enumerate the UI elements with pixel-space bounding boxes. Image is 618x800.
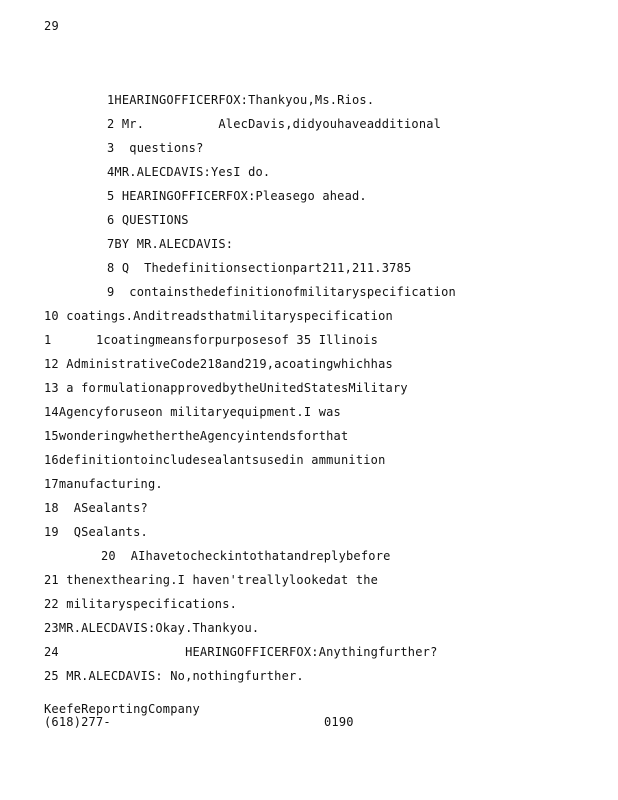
transcript-line: 7BY MR.ALECDAVIS: xyxy=(107,237,234,251)
transcript-line: 24 HEARINGOFFICERFOX:Anythingfurther? xyxy=(44,645,438,659)
transcript-line: 16definitiontoincludesealantsusedin ammunition xyxy=(44,453,386,467)
transcript-line: 8 Q Thedefinitionsectionpart211,211.3785 xyxy=(107,261,412,275)
transcript-line: 9 containsthedefinitionofmilitaryspecification xyxy=(107,285,456,299)
transcript-line: 2 Mr. AlecDavis,didyouhaveadditional xyxy=(107,117,442,131)
transcript-line: 22 militaryspecifications. xyxy=(44,597,238,611)
page-number: 29 xyxy=(44,19,60,33)
reporter-contact xyxy=(44,715,354,729)
transcript-line: 13 a formulationapprovedbytheUnitedStatesMilitary xyxy=(44,381,408,395)
reporter-phone-extension: 0190 xyxy=(324,715,354,729)
transcript-line: 15wonderingwhethertheAgencyintendsforthat xyxy=(44,429,349,443)
transcript-line: 1HEARINGOFFICERFOX:Thankyou,Ms.Rios. xyxy=(107,93,375,107)
transcript-line: 17manufacturing. xyxy=(44,477,163,491)
transcript-line: 12 AdministrativeCode218and219,acoatingwhichhas xyxy=(44,357,393,371)
transcript-line: 18 ASealants? xyxy=(44,501,148,515)
transcript-line: 4MR.ALECDAVIS:YesI do. xyxy=(107,165,271,179)
transcript-line: 19 QSealants. xyxy=(44,525,148,539)
transcript-line: 5 HEARINGOFFICERFOX:Pleasego ahead. xyxy=(107,189,367,203)
transcript-line: 23MR.ALECDAVIS:Okay.Thankyou. xyxy=(44,621,260,635)
reporter-company: KeefeReportingCompany xyxy=(44,702,200,716)
reporter-footer xyxy=(44,702,354,729)
transcript-line: 6 QUESTIONS xyxy=(107,213,189,227)
transcript-line: 1 1coatingmeansforpurposesof 35 Illinois xyxy=(44,333,379,347)
transcript-line: 3 questions? xyxy=(107,141,204,155)
reporter-phone: (618)277- xyxy=(44,715,111,729)
transcript-line: 14Agencyforuseon militaryequipment.I was xyxy=(44,405,341,419)
transcript-line: 20 AIhavetocheckintothatandreplybefore xyxy=(101,549,391,563)
transcript-line: 25 MR.ALECDAVIS: No,nothingfurther. xyxy=(44,669,304,683)
transcript-line: 21 thenexthearing.I haven'treallylookedat the xyxy=(44,573,379,587)
transcript-line: 10 coatings.Anditreadsthatmilitaryspecification xyxy=(44,309,393,323)
